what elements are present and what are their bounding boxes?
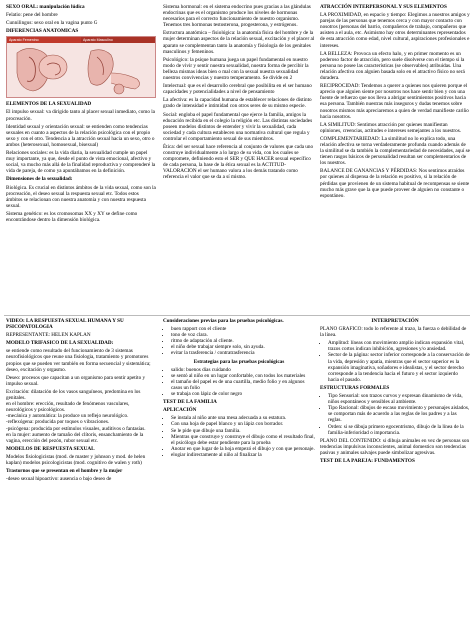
column-sexuality-basics (6, 4, 156, 225)
excitation-text: Excitación: dilatación de los vasos sanguíneos, predomina en los genitales. (6, 388, 141, 402)
oral-sex-heading: SEXO ORAL: manipulación lúdica (6, 4, 85, 10)
list-item: • Mientras que construye y construye el dibujo como el resultado final, el psicólogo debe estar pendiente para la prueba (171, 434, 315, 446)
anatomical-differences-heading: DIFERENCIAS ANATOMICAS (6, 28, 79, 35)
proximity-text: LA PROXIMIDAD, en espacio y tiempo: Elegimos a nuestros amigos y parejas de las personas que tenemos cerca y con mayor contacto con nosotros (personas del barrio, compañeros de trabajo, compañeros que asisten a el aula, etc. Asimismo hay otros determinantes representados de esta atracción como edad, nivel cultural, aspiraciones profesionales e intereses. (320, 12, 470, 49)
list-item: • buen rapport con el cliente (171, 326, 315, 332)
beauty-text: LA BELLEZA: Provoca un efecto halo, y en primer momento es un poderoso factor de atracción, pero suele disolverse con el tiempo si la persona no posee las características (se observables) atribuidas. Una relación afectiva con alguien basada solo en el atractivo físico no será duradera. (320, 50, 465, 82)
graphic-list (320, 340, 470, 383)
page-divider (4, 315, 470, 316)
dimensions-heading: Dimensiones de la sexualidad: (6, 176, 73, 183)
content-plane-text: PLANO DEL CONTENIDO: si dibuja animales en vez de personas son tendencias impulsivas inconscientes, animal domestico son tendencias pasivas y animales salvajes puede simbolizar agresivas. (320, 437, 470, 456)
list-item: • se sentó al niño en un lugar confortable, con todos los materiales (171, 373, 315, 379)
list-item: • tono de voz clara. (171, 332, 315, 338)
video-heading: VIDEO: LA RESPUESTA SEXUAL HUMANA Y SU PSICOPATOLOGIA (6, 318, 124, 331)
psychological-text: Psicológico: la psique humana juega un papel fundamental en nuestro modo de vivir y sentir nuestra sexualidad, nuestra forma de percibir la belleza mismas ideas bien o mal con la sexual nuestra sexualidad nuestros convivencias y nuestro temperamento. Se divide en 2 (163, 56, 309, 82)
elements-heading: ELEMENTOS DE LA SEXUALIDAD (6, 101, 92, 108)
list-item: • evitar la trasferencia / contratrasferencia (171, 350, 315, 356)
triphasic-model-heading: MODELO TRIFASICO DE LA SEXUALIDAD: (6, 340, 114, 347)
list-item: • Se instala al niño ante una mesa adecuada a su estatura. (171, 415, 315, 421)
list-item: • el tamaño del papel es de una cuartilla, medio folio y en algunos casos un folio (171, 379, 315, 391)
application-heading: APLICACIÓN (163, 407, 197, 414)
strategies-list (163, 367, 315, 397)
complementarity-text: COMPLEMENTARIEDAD: La similitud no lo explica todo, una relación afectiva se torna verdaderamente profunda cuando además de la similitud se da también la complementariedad de necesidades, aquí se tienen rasgos básicos de personalidad resultan ser complementarios de los nuestros. (320, 135, 470, 167)
impulse-text: El impulso sexual: va dirigido tanto al placer sexual inmediato, como la procreación. (6, 109, 155, 122)
list-item: • Anotar en que lugar de la hoja empezó el dibujo y con que personaje. (171, 446, 315, 452)
anatomy-illustration (7, 43, 155, 97)
hypoactive-desire-text: -deseo sexual hipoactivo: ausencia o bajo deseo de (6, 476, 112, 483)
interpretation-heading: INTERPRETACIÓN (371, 318, 419, 324)
anatomy-figure (6, 36, 156, 98)
considerations-list (163, 326, 315, 356)
affective-text: La afectiva: es la capacidad humana de establecer relaciones de distinto grado de intensidad e intimidad con otros seres de su mismo especie. (163, 97, 312, 110)
structures-list (320, 393, 470, 436)
female-label: Aparato Femenino (7, 37, 81, 43)
couple-test-heading: TEST DE LA PAREJA: FUNDAMENTOS (320, 457, 415, 464)
column-interpersonal-attraction (320, 4, 470, 201)
reciprocity-text: RECIPROCIDAD: Tendemos a querer a quienes nos quieren porque el aprecio que alguien siente por nosotros nos hace sentir bien y con una fuente de refuerzo que nos lleva a abrigar sentimientos positivos hacia esa persona. También nuestras más inseguros y dudas tenemos sobre nosotros mismos más apreciaremos a quien de verdad manifieste cariño hacia nosotros. (320, 83, 469, 120)
triphasic-model-text: se entiende como resultado del funcionamiento de 3 sistemas neurofisiológicos que reune una fisiologia, tratamiento y promotores propios que se pueden ver también en forma secuencial y sistemática; deseo, excitación y orgasmo. (6, 348, 151, 373)
attraction-heading: ATRACCIÓN INTERPERSONAL Y SUS ELEMENTOS (320, 4, 447, 10)
list-item: • el niño debe trabajar siempre solo, sin ayuda. (171, 344, 315, 350)
column-sexuality-dimensions (163, 4, 315, 183)
list-item: • Se le pide que dibuje una familia. (171, 428, 315, 434)
page-sector-item: • Sector de la página: sector inferior corresponde a la conservación de la vida, depresión y apatía, mientras que el sector superior es la expansión imaginativa, soñadores e idealistas, y el sector derecho corresponde a la tendencia hacia el futuro y el sector izquierdo hacia el pasado. (328, 352, 470, 382)
considerations-heading: Consideraciones previas para las pruebas psicológicas. (163, 318, 284, 324)
family-test-heading: TEST DE LA FAMILIA (163, 399, 217, 406)
response-models-text: Modelos fisiologicistas (mod. de master y johnson y mod. de helen kaplan) modelos psicologicistas (mod. cognitivo de walen y roth) (6, 453, 146, 466)
cunnilingus-text: Cunnilingus: sexo oral en la vagina punto G (6, 20, 98, 27)
balance-text: BALANCE DE GANANCIAS Y PÉRDIDAS: Nos sentimos atraídos por quienes al dispensa de la relación es positivo, si la relación de pérdidas que provienen de un sistema habitual de recompensas se siente mucho más grave que la que puede proveer de alguien no constante o espontáneo. (320, 168, 470, 199)
desire-text: Deseo: procesos que capacitan a un organismo para sentir apetito y impulso sexual. (6, 374, 146, 387)
genetic-system-text: Sistema genético: es los cromosomas XX y XY se define como encontrándose dentro la dimensión biológica. (6, 210, 138, 223)
strategies-heading: Estrategias para las pruebas psicológicas (193, 358, 285, 365)
intellectual-text: Intelectual: que es el desarrollo cerebral que posibilita en el ser humano capacidades y potencialidades a nivel de pensamiento (163, 83, 312, 96)
similarity-text: LA SIMILITUD: Sentimos atracción por quienes manifiestan opiniones, creencias, actitudes e intereses semejantes a los nuestros. (320, 121, 462, 134)
biological-text: Biológica. Es crucial en distintos ámbitos de la vida sexual, como son la procreación, el deseo sexual la respuesta sexual etc. Todos estos ámbitos se relacionan con nuestra anatomía y con nuestra respuesta sexual. (6, 184, 156, 209)
order-item: • Orden: si se dibuja primero egocentrismo, dibujo de la línea de la familia-inferioridad o importancia. (328, 424, 470, 436)
graphic-plane-text: PLANO GRAFICO: todo lo referente al trazo, la fuerza o debilidad de la línea. (320, 326, 467, 339)
identity-text: Identidad sexual y orientación sexual: se entienden como tendencias sexuales en cuanto a aspectos de la relación psicológica con el propio sexo y con el otro. Tendencia a la atracción sexual hacia un sexo, otro o ambos (heterosexual, homosexual, bisexual) (6, 123, 155, 148)
list-item: • Con una hoja de papel blanco y un lápiz con borrador. (171, 421, 315, 427)
column-psych-tests (163, 318, 315, 460)
sensorial-item: • Tipo Sensorial: son trazos curvos y expresan dinamismo de vida, niños espontáneos y sensibles al ambiente. (328, 393, 470, 405)
list-item: • ritmo de adaptación al cliente. (171, 338, 315, 344)
felatio-text: Felatio: pene del hombre (6, 12, 58, 19)
in-man-text: en el hombre: erección, resultado de fenómenos vasculares, neurológicos y psicológicos. (6, 401, 130, 414)
column-interpretation (320, 318, 470, 466)
response-models-heading: MODELOS DE RESPUESTA SEXUAL (6, 445, 95, 452)
amplitude-item: • Amplitud: líneas con movimiento amplio indican expansión vital, trazos cortos indican inhibición, agresiones y/o ansiedad. (328, 340, 470, 352)
social-relations-text: Relaciones sociales: es la vida diaria, la sexualidad cumple un papel muy importante, ya que, desde el punto de vista emocional, afectivo y social, va mucho más allá de la finalidad reproductiva y comprenderé la vida de pareja, de como ya apuntábamos en la definición. (6, 150, 156, 175)
list-item: • elogiar indirectamente al niño al finalizar la (171, 452, 315, 458)
reflexogenic-text: -reflexógena: producida por toques o vibraciones. (6, 419, 110, 426)
column-sexual-response (6, 318, 156, 484)
social-text: Social: engloba el papel fundamental que ejerce la familia, amigos la educación recibida en el colegio la religión etc. Las distintas sociedades poseen modelos distintos de entender y vivir la sexualidad, cada sociedad y cada cultura establecen una normativa cultural que regula y controlar el comportamiento sexual de sus miembros. (163, 111, 313, 142)
psychogenic-text: -psicógena: producida por estímulos visuales, auditivos o fantasías. (6, 425, 146, 432)
male-label: Aparato Masculino (81, 37, 155, 43)
representative-text: REPRESENTANTE: HELEN KAPLAN (6, 332, 91, 339)
list-item: • se trabaja con lápiz de color negro (171, 391, 315, 397)
in-woman-text: en la mujer: aumento de tamaño del clítoris, ensanchamiento de la vagina, erección del pezón, rubor sexual etc. (6, 431, 144, 444)
anatomical-structure-text: Estructura anatómica – fisiológica: la anatomía física del hombre y de la mujer determinan aspectos de la relación sexual, excitación y el placer al aparato se complementan tanto la anatomía y fisiología de los genitales masculinos y femeninos. (163, 30, 315, 55)
hormonal-text: Sistema hormonal: en el sistema endocrino pues gracias a las glándulas endocrinas que es el organismo produce los niveles de hormonas necesarios para el correcto funcionamiento de nuestro organismo. Tenemos tres hormonas testosterona, progesterona, y estrógenos. (163, 4, 311, 29)
mechanical-text: -mecánica y automática: la produce un reflejo neurológico. (6, 413, 129, 420)
ethics-text: Ética: del ser sexual hace referencia al conjunto de valores que cada uno construye individualmente a lo largo de su vida, con los cuales se compromete, definiendo esto el SER y QUE HACER sexual específico de cada persona, la base de la ética sexual es la ACTITUD- VALORACION el ser humano valora a los demás tratando como referencia el valor que se da a sí mismo. (163, 143, 314, 181)
application-list (163, 415, 315, 458)
formal-structures-heading: ESTRUCTURAS FORMALES (320, 384, 390, 391)
list-item: • salido: buenos días cuidando (171, 367, 315, 373)
disorders-heading: Trastornos que se presentan en el hombre y la mujer (6, 468, 123, 475)
rational-item: • Tipo Racional: dibujos de escaso movimiento y personajes aislados, se comportan más de acuerdo a las reglas de los padres y a las reglas. (328, 405, 470, 423)
